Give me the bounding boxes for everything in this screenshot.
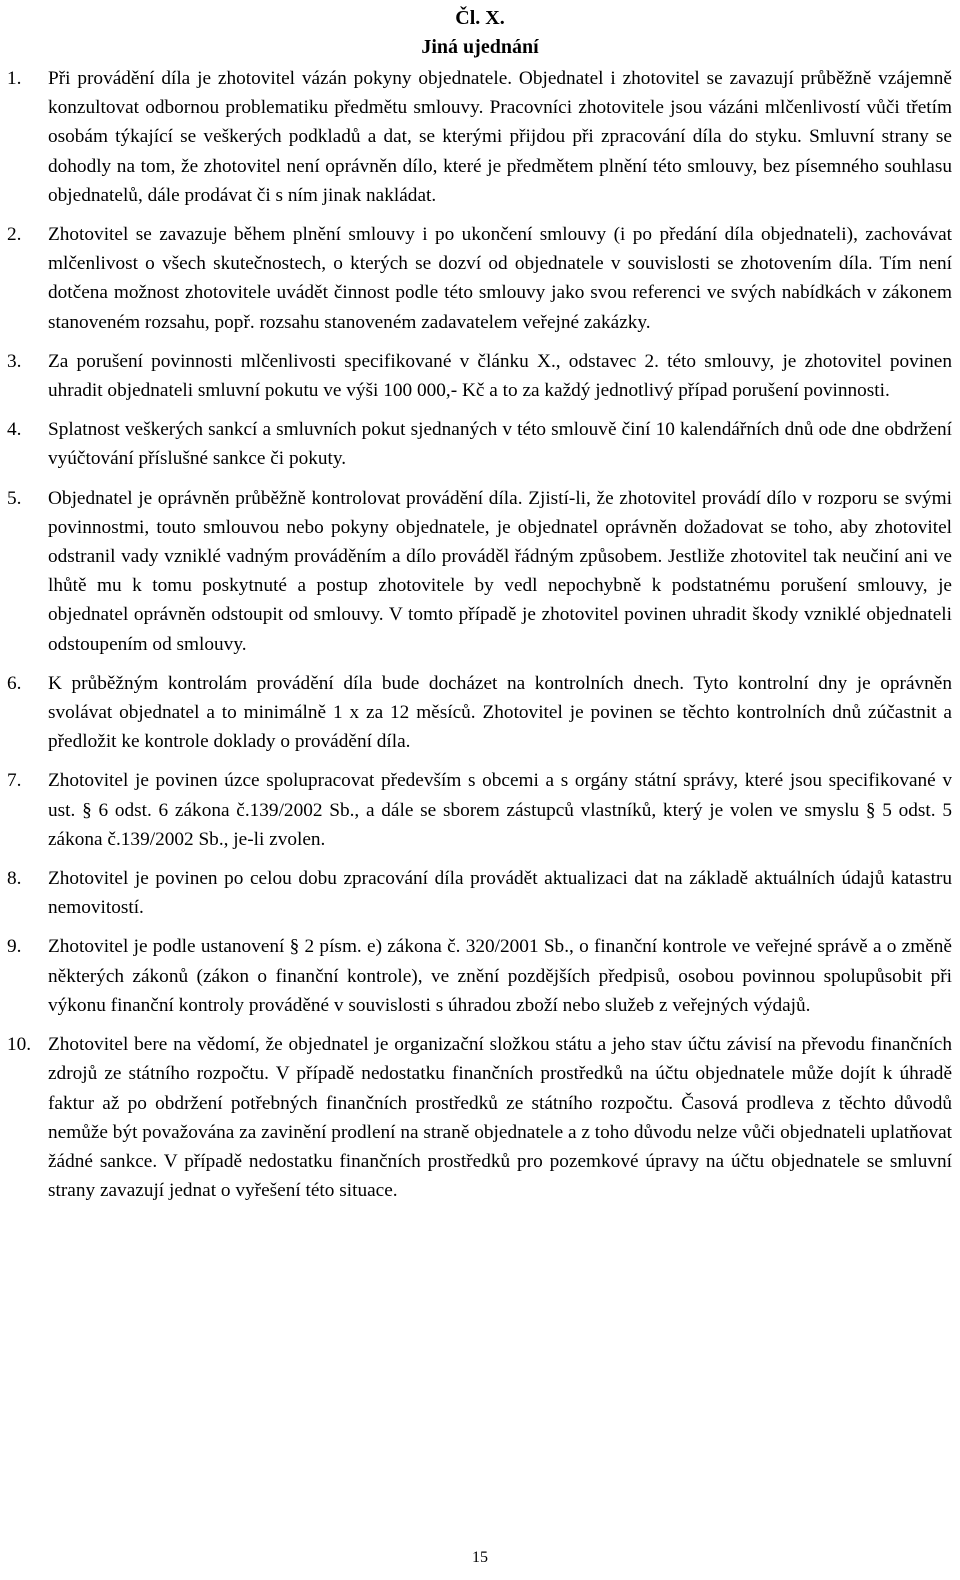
clause-6 — [0, 669, 960, 757]
page-number: 15 — [472, 1549, 488, 1566]
clause-text: Zhotovitel je povinen po celou dobu zpracování díla provádět aktualizaci dat na základě aktuálních údajů katastru nemovitostí. — [48, 868, 952, 919]
clause-number: 9. — [7, 936, 22, 958]
clause-number: 5. — [7, 487, 22, 509]
clause-text: Splatnost veškerých sankcí a smluvních pokut sjednaných v této smlouvě činí 10 kalendářních dnů ode dne obdržení vyúčtování příslušné sankce či pokuty. — [48, 419, 952, 470]
clause-7 — [0, 766, 960, 854]
clause-number: 6. — [7, 672, 22, 694]
clause-2 — [0, 220, 960, 337]
clause-list — [0, 64, 960, 1215]
clause-number: 7. — [7, 770, 22, 792]
clause-number: 1. — [7, 68, 22, 89]
clause-text: Objednatel je oprávněn průběžně kontrolovat provádění díla. Zjistí-li, že zhotovitel provádí dílo v rozporu se svými povinnostmi, touto smlouvou nebo pokyny objednatele, je objednatel oprávněn dožadovat se toho, aby zhotovitel odstranil vady vzniklé vadným prováděním a dílo prováděl řádným způsobem. Jestliže zhotovitel tak neučiní ani ve lhůtě mu k tomu poskytnuté a postup zhotovitele by vedl nepochybně k podstatnému porušení smlouvy, je objednatel oprávněn odstoupit od smlouvy. V tomto případě je zhotovitel povinen uhradit škody vzniklé objednateli odstoupením od smlouvy. — [48, 487, 952, 655]
clause-5 — [0, 484, 960, 659]
clause-number: 3. — [7, 350, 22, 372]
clause-text: K průběžným kontrolám provádění díla bude docházet na kontrolních dnech. Tyto kontrolní dny je oprávněn svolávat objednatel a to minimálně 1 x za 12 měsíců. Zhotovitel je povinen se těchto kontrolních dnů zúčastnit a předložit ke kontrole doklady o provádění díla. — [48, 672, 952, 753]
clause-number: 4. — [7, 419, 22, 441]
clause-10 — [0, 1030, 960, 1205]
clause-number: 10. — [7, 1034, 32, 1056]
clause-number: 2. — [7, 224, 22, 246]
clause-text: Za porušení povinnosti mlčenlivosti specifikované v článku X., odstavec 2. této smlouvy, je zhotovitel povinen uhradit objednateli smluvní pokutu ve výši 100 000,- Kč a to za každý jednotlivý případ porušení povinnosti. — [48, 350, 952, 402]
clause-8 — [0, 864, 960, 922]
clause-text: Zhotovitel se zavazuje během plnění smlouvy i po ukončení smlouvy (i po předání díla objednateli), zachovávat mlčenlivost o všech skutečnostech, o kterých se dozví od objednatele v souvislosti se zhotovením díla. Tím není dotčena možnost zhotovitele uvádět činnost podle této smlouvy jako svou referenci ve svých nabídkách v zákonem stanoveném rozsahu, popř. rozsahu stanoveném zadavatelem veřejné zakázky. — [48, 224, 952, 333]
clause-3 — [0, 347, 960, 405]
clause-9 — [0, 932, 960, 1020]
clause-text: Zhotovitel je podle ustanovení § 2 písm. e) zákona č. 320/2001 Sb., o finanční kontrole ve veřejné správě a o změně některých zákonů (zákon o finanční kontrole), ve znění pozdějších předpisů, osobou povinnou spolupůsobit při výkonu finanční kontroly prováděné v souvislosti s úhradou zboží nebo služeb z veřejných výdajů. — [48, 936, 952, 1016]
clause-text: Zhotovitel bere na vědomí, že objednatel je organizační složkou státu a jeho stav účtu závisí na převodu finančních zdrojů ze státního rozpočtu. V případě nedostatku finančních prostředků na účtu objednatele může dojít k úhradě faktur až po obdržení potřebných finančních prostředků ze státního rozpočtu. Časová prodleva z těchto důvodů nemůže být považována za zavinění prodlení na straně objednatele a z toho důvodu nelze vůči objednateli uplatňovat žádné sankce. V případě nedostatku finančních prostředků pro pozemkové úpravy na účtu objednatele se smluvní strany zavazují jednat o vyřešení této situace. — [48, 1034, 952, 1202]
clause-text: Při provádění díla je zhotovitel vázán pokyny objednatele. Objednatel i zhotovitel se zavazují průběžně vzájemně konzultovat odbornou problematiku předmětu smlouvy. Pracovníci zhotovitele jsou vázáni mlčenlivostí vůči třetím osobám týkající se veškerých podkladů a dat, se kterými přijdou při zpracování díla do styku. Smluvní strany se dohodly na tom, že zhotovitel není oprávněn dílo, které je předmětem plnění této smlouvy, bez písemného souhlasu objednatelů, dále prodávat či s ním jinak nakládat. — [48, 68, 952, 206]
article-title: Jiná ujednání — [421, 36, 539, 58]
clause-1 — [0, 64, 960, 210]
clause-text: Zhotovitel je povinen úzce spolupracovat především s obcemi a s orgány státní správy, které jsou specifikované v ust. § 6 odst. 6 zákona č.139/2002 Sb., a dále se sborem zástupců vlastníků, který je volen ve smyslu § 5 odst. 5 zákona č.139/2002 Sb., je-li zvolen. — [48, 770, 952, 850]
clause-4 — [0, 415, 960, 473]
article-number: Čl. X. — [455, 7, 505, 29]
article-heading — [0, 0, 960, 62]
clause-number: 8. — [7, 868, 22, 890]
